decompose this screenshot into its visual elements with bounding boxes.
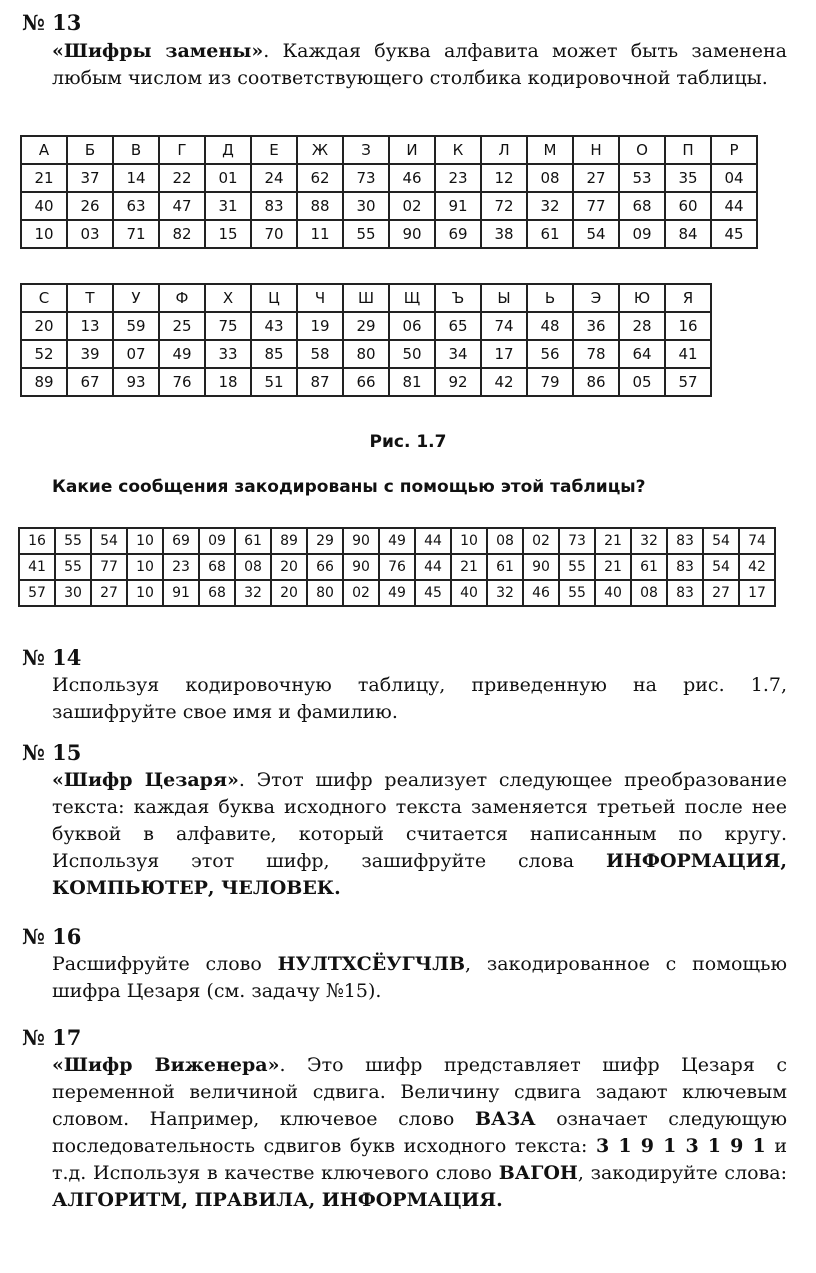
- table-cell: 25: [159, 312, 205, 340]
- task-17-body-3: и т.д. Используя в качестве ключевого слово: [52, 1135, 787, 1184]
- table-cell: 89: [271, 528, 307, 554]
- table-cell: 54: [573, 220, 619, 248]
- task-17-shifts: 3 1 9 1 3 1 9 1: [595, 1135, 766, 1157]
- table-cell: 70: [251, 220, 297, 248]
- table-cell: 54: [703, 528, 739, 554]
- table-cell: 10: [127, 554, 163, 580]
- table-cell: 34: [435, 340, 481, 368]
- table-cell: 30: [343, 192, 389, 220]
- table-cell: 20: [21, 312, 67, 340]
- table-cell: 92: [435, 368, 481, 396]
- table-cell: 16: [19, 528, 55, 554]
- table-row: [21, 192, 757, 220]
- table-cell: 16: [665, 312, 711, 340]
- table-cell: 83: [251, 192, 297, 220]
- table-cell: 68: [619, 192, 665, 220]
- table-cell: 19: [297, 312, 343, 340]
- table-cell: 83: [667, 580, 703, 606]
- table-cell: 09: [619, 220, 665, 248]
- table-cell: 48: [527, 312, 573, 340]
- table-cell: 37: [67, 164, 113, 192]
- table-cell: 10: [127, 528, 163, 554]
- table-cell: 26: [67, 192, 113, 220]
- task-16-number: № 16: [22, 924, 82, 949]
- table-cell: 54: [91, 528, 127, 554]
- table-cell: 02: [389, 192, 435, 220]
- table-cell: 21: [21, 164, 67, 192]
- table-cell: 21: [451, 554, 487, 580]
- table-cell: 39: [67, 340, 113, 368]
- table-cell: 76: [379, 554, 415, 580]
- table-cell: Х: [205, 284, 251, 312]
- table-cell: 23: [435, 164, 481, 192]
- table-cell: 69: [435, 220, 481, 248]
- table-cell: 01: [205, 164, 251, 192]
- task-14-number: № 14: [22, 645, 82, 670]
- table-cell: 18: [205, 368, 251, 396]
- table-cell: 50: [389, 340, 435, 368]
- task-17-key-1: ВАЗА: [474, 1108, 536, 1130]
- table-cell: В: [113, 136, 159, 164]
- task-16-word: НУЛТХСЁУГЧЛВ: [277, 953, 466, 975]
- table-cell: 42: [739, 554, 775, 580]
- table-cell: 10: [451, 528, 487, 554]
- table-cell: 69: [163, 528, 199, 554]
- table-cell: 09: [199, 528, 235, 554]
- table-cell: 90: [523, 554, 559, 580]
- task-15-quote: «Шифр Цезаря»: [52, 769, 239, 791]
- table-cell: 57: [19, 580, 55, 606]
- table-cell: 90: [389, 220, 435, 248]
- table-cell: 02: [343, 580, 379, 606]
- task-17-body-4: , закодируйте слова:: [577, 1162, 787, 1184]
- table-cell: 21: [595, 528, 631, 554]
- table-cell: Ц: [251, 284, 297, 312]
- table-cell: 61: [487, 554, 523, 580]
- table-cell: М: [527, 136, 573, 164]
- table-cell: 22: [159, 164, 205, 192]
- table-cell: 42: [481, 368, 527, 396]
- table-cell: 05: [619, 368, 665, 396]
- task-15-words: ИНФОРМАЦИЯ, КОМПЬЮТЕР, ЧЕЛОВЕК.: [52, 850, 787, 899]
- table-cell: 11: [297, 220, 343, 248]
- table-row: [21, 368, 711, 396]
- table-cell: 41: [19, 554, 55, 580]
- table-cell: 87: [297, 368, 343, 396]
- task-17-body-2: означает следующую последовательность сдвигов букв исходного текста:: [52, 1108, 787, 1157]
- task-13-quote: «Шифры замены»: [52, 40, 264, 62]
- table-cell: 58: [297, 340, 343, 368]
- table-cell: П: [665, 136, 711, 164]
- table-cell: 55: [343, 220, 389, 248]
- table-cell: 32: [527, 192, 573, 220]
- table-cell: 77: [91, 554, 127, 580]
- table-cell: 40: [451, 580, 487, 606]
- table-cell: 33: [205, 340, 251, 368]
- table-cell: 77: [573, 192, 619, 220]
- table-cell: 38: [481, 220, 527, 248]
- table-cell: 51: [251, 368, 297, 396]
- table-cell: 61: [235, 528, 271, 554]
- task-16-before: Расшифруйте слово: [52, 953, 278, 975]
- task-15-text: [52, 767, 787, 902]
- table-cell: 47: [159, 192, 205, 220]
- table-cell: 79: [527, 368, 573, 396]
- table-cell: 35: [665, 164, 711, 192]
- table-cell: 90: [343, 528, 379, 554]
- table-cell: 20: [271, 554, 307, 580]
- message-table: [18, 527, 776, 607]
- table-cell: Т: [67, 284, 113, 312]
- table-cell: 83: [667, 554, 703, 580]
- table-cell: 10: [21, 220, 67, 248]
- table-cell: И: [389, 136, 435, 164]
- table-cell: 06: [389, 312, 435, 340]
- table-cell: Р: [711, 136, 757, 164]
- table-cell: Ы: [481, 284, 527, 312]
- table-cell: 46: [523, 580, 559, 606]
- table-row: [21, 284, 711, 312]
- figure-caption: Рис. 1.7: [369, 432, 447, 452]
- table-cell: 44: [415, 528, 451, 554]
- task-16-text: [52, 951, 787, 1005]
- table-cell: 89: [21, 368, 67, 396]
- table-cell: 32: [631, 528, 667, 554]
- table-cell: Ф: [159, 284, 205, 312]
- table-cell: 63: [113, 192, 159, 220]
- table-cell: Е: [251, 136, 297, 164]
- table-cell: 84: [665, 220, 711, 248]
- table-row: [19, 528, 775, 554]
- table-cell: 66: [343, 368, 389, 396]
- table-cell: У: [113, 284, 159, 312]
- table-cell: 82: [159, 220, 205, 248]
- task-16-after: , закодированное с помощью шифра Цезаря (см. задачу №15).: [52, 953, 787, 1002]
- task-13-question: Какие сообщения закодированы с помощью этой таблицы?: [52, 477, 646, 497]
- table-cell: 52: [21, 340, 67, 368]
- table-cell: 28: [619, 312, 665, 340]
- table-cell: 03: [67, 220, 113, 248]
- table-cell: 75: [205, 312, 251, 340]
- table-cell: З: [343, 136, 389, 164]
- table-cell: 02: [523, 528, 559, 554]
- table-cell: 74: [481, 312, 527, 340]
- table-cell: 71: [113, 220, 159, 248]
- code-table-2: [20, 283, 712, 397]
- table-cell: 80: [343, 340, 389, 368]
- table-row: [19, 580, 775, 606]
- table-cell: Ь: [527, 284, 573, 312]
- task-14-text: Используя кодировочную таблицу, приведенную на рис. 1.7, зашифруйте свое имя и фамилию.: [52, 674, 787, 723]
- table-cell: 13: [67, 312, 113, 340]
- task-13-number: № 13: [22, 10, 82, 35]
- table-cell: 67: [67, 368, 113, 396]
- table-cell: 80: [307, 580, 343, 606]
- table-cell: 23: [163, 554, 199, 580]
- table-cell: 12: [481, 164, 527, 192]
- task-15-body: . Этот шифр реализует следующее преобразование текста: каждая буква исходного текста заменяется третьей после нее буквой в алфавите, который считается написанным по кругу. Используя этот шифр, зашифруйте слова: [52, 769, 787, 872]
- table-cell: 27: [573, 164, 619, 192]
- table-cell: 32: [235, 580, 271, 606]
- table-cell: Ш: [343, 284, 389, 312]
- table-cell: 61: [527, 220, 573, 248]
- table-row: [21, 220, 757, 248]
- task-17-words: АЛГОРИТМ, ПРАВИЛА, ИНФОРМАЦИЯ.: [52, 1189, 503, 1211]
- task-17-number: № 17: [22, 1025, 82, 1050]
- table-cell: 31: [205, 192, 251, 220]
- table-cell: 07: [113, 340, 159, 368]
- table-cell: 62: [297, 164, 343, 192]
- code-table-1: [20, 135, 758, 249]
- table-cell: 74: [739, 528, 775, 554]
- table-cell: Ж: [297, 136, 343, 164]
- table-cell: 88: [297, 192, 343, 220]
- task-13-body: . Каждая буква алфавита может быть заменена любым числом из соответствующего столбика кодировочной таблицы.: [52, 40, 787, 89]
- table-cell: Н: [573, 136, 619, 164]
- table-cell: А: [21, 136, 67, 164]
- table-cell: Ч: [297, 284, 343, 312]
- table-cell: 08: [235, 554, 271, 580]
- table-cell: 73: [559, 528, 595, 554]
- table-row: [21, 164, 757, 192]
- table-cell: 29: [343, 312, 389, 340]
- table-cell: 45: [415, 580, 451, 606]
- table-cell: 86: [573, 368, 619, 396]
- table-cell: 55: [55, 554, 91, 580]
- table-cell: 43: [251, 312, 297, 340]
- table-cell: 04: [711, 164, 757, 192]
- table-cell: 27: [91, 580, 127, 606]
- table-cell: 21: [595, 554, 631, 580]
- table-cell: 27: [703, 580, 739, 606]
- table-cell: Д: [205, 136, 251, 164]
- table-cell: 64: [619, 340, 665, 368]
- table-cell: 91: [163, 580, 199, 606]
- table-cell: 57: [665, 368, 711, 396]
- table-cell: 78: [573, 340, 619, 368]
- task-17-key-2: ВАГОН: [498, 1162, 578, 1184]
- table-cell: 32: [487, 580, 523, 606]
- table-row: [21, 136, 757, 164]
- table-cell: 83: [667, 528, 703, 554]
- table-row: [19, 554, 775, 580]
- table-row: [21, 312, 711, 340]
- table-cell: 29: [307, 528, 343, 554]
- table-cell: 49: [379, 580, 415, 606]
- table-cell: 93: [113, 368, 159, 396]
- table-cell: 61: [631, 554, 667, 580]
- table-cell: 17: [739, 580, 775, 606]
- table-cell: Л: [481, 136, 527, 164]
- table-cell: 54: [703, 554, 739, 580]
- task-17-body-1: . Это шифр представляет шифр Цезаря с переменной величиной сдвига. Величину сдвига задают ключевым словом. Например, ключевое слово: [52, 1054, 787, 1130]
- table-cell: 08: [487, 528, 523, 554]
- table-cell: 44: [415, 554, 451, 580]
- task-17-quote: «Шифр Виженера»: [52, 1054, 280, 1076]
- table-cell: 15: [205, 220, 251, 248]
- table-cell: 68: [199, 554, 235, 580]
- table-cell: 08: [527, 164, 573, 192]
- table-cell: Ю: [619, 284, 665, 312]
- table-cell: 66: [307, 554, 343, 580]
- table-cell: 59: [113, 312, 159, 340]
- table-cell: 91: [435, 192, 481, 220]
- table-cell: 55: [559, 580, 595, 606]
- table-cell: 68: [199, 580, 235, 606]
- table-cell: 41: [665, 340, 711, 368]
- table-cell: 40: [595, 580, 631, 606]
- table-cell: 72: [481, 192, 527, 220]
- table-cell: 46: [389, 164, 435, 192]
- task-17-text: [52, 1052, 787, 1214]
- table-cell: С: [21, 284, 67, 312]
- table-cell: 36: [573, 312, 619, 340]
- table-cell: Э: [573, 284, 619, 312]
- table-cell: 85: [251, 340, 297, 368]
- table-cell: Щ: [389, 284, 435, 312]
- table-cell: Я: [665, 284, 711, 312]
- table-cell: 24: [251, 164, 297, 192]
- table-cell: 10: [127, 580, 163, 606]
- task-15-number: № 15: [22, 740, 82, 765]
- table-cell: О: [619, 136, 665, 164]
- table-cell: 49: [379, 528, 415, 554]
- table-cell: 45: [711, 220, 757, 248]
- table-cell: Б: [67, 136, 113, 164]
- table-cell: 17: [481, 340, 527, 368]
- table-cell: 76: [159, 368, 205, 396]
- table-cell: 08: [631, 580, 667, 606]
- table-cell: 44: [711, 192, 757, 220]
- table-cell: 65: [435, 312, 481, 340]
- table-cell: 20: [271, 580, 307, 606]
- task-13-text: [52, 38, 787, 92]
- table-cell: 55: [55, 528, 91, 554]
- table-cell: 55: [559, 554, 595, 580]
- table-cell: 53: [619, 164, 665, 192]
- table-row: [21, 340, 711, 368]
- table-cell: 90: [343, 554, 379, 580]
- table-cell: Ъ: [435, 284, 481, 312]
- table-cell: 60: [665, 192, 711, 220]
- table-cell: 56: [527, 340, 573, 368]
- table-cell: 73: [343, 164, 389, 192]
- table-cell: К: [435, 136, 481, 164]
- table-cell: 49: [159, 340, 205, 368]
- table-cell: Г: [159, 136, 205, 164]
- table-cell: 30: [55, 580, 91, 606]
- table-cell: 14: [113, 164, 159, 192]
- table-cell: 40: [21, 192, 67, 220]
- table-cell: 81: [389, 368, 435, 396]
